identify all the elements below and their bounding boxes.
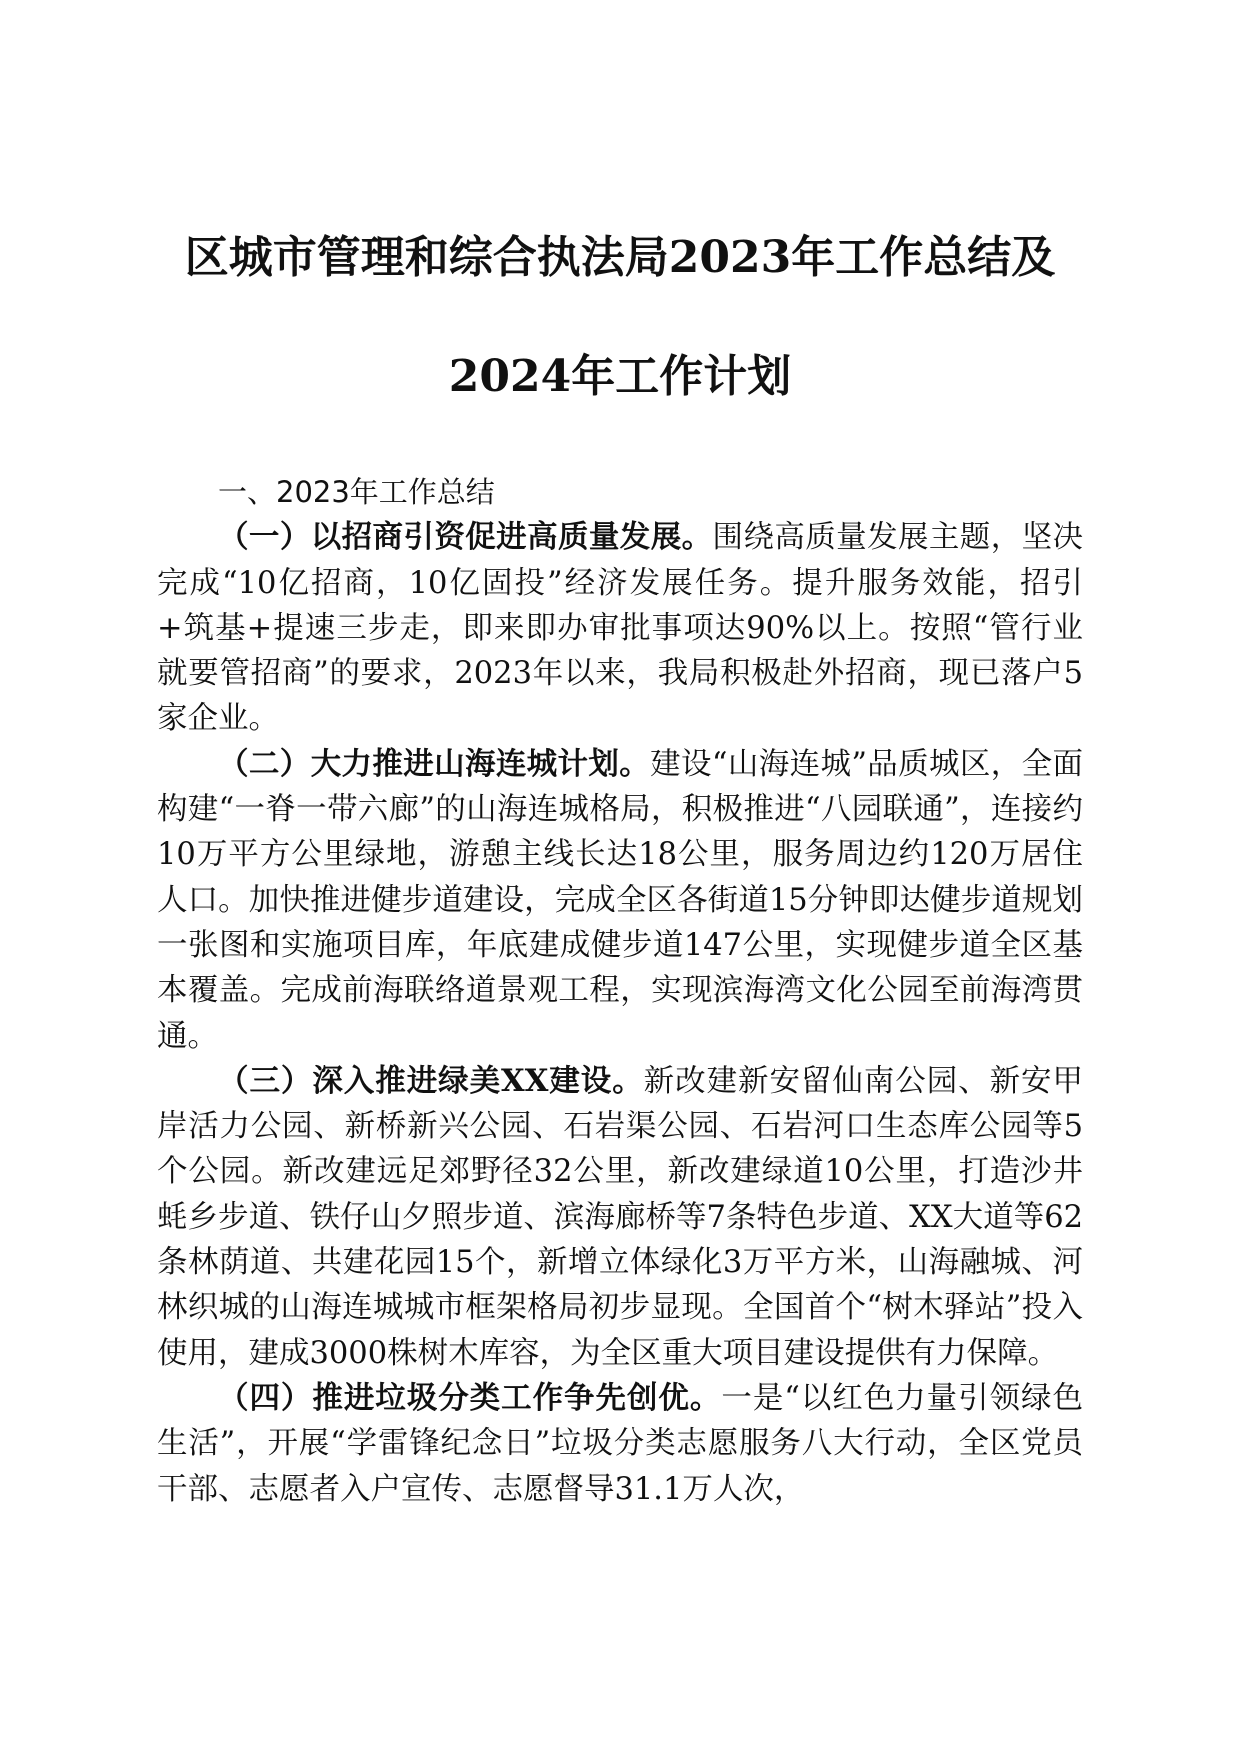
- document-title-line-1: 区城市管理和综合执法局2023年工作总结及: [184, 232, 1056, 283]
- paragraph-2-text: 建设“山海连城”品质城区，全面构建“一脊一带六廊”的山海连城格局，积极推进“八园联通”，连接约10万平方公里绿地，游憩主线长达18公里，服务周边约120万居住人口。加快推进健步道建设，完成全区各街道15分钟即达健步道规划一张图和实施项目库，年底建成健步道147公里，实现健步道全区基本覆盖。完成前海联络道景观工程，实现滨海湾文化公园至前海湾贯通。: [157, 746, 1083, 1054]
- paragraph-1-lead: （一）以招商引资促进高质量发展。: [218, 519, 713, 556]
- document-title-line-2: 2024年工作计划: [448, 351, 792, 402]
- paragraph-3: [157, 1059, 1083, 1376]
- document-body: [157, 470, 1083, 1512]
- paragraph-4-text: 一是“以红色力量引领绿色生活”，开展“学雷锋纪念日”垃圾分类志愿服务八大行动，全区党员干部、志愿者入户宣传、志愿督导31.1万人次，: [157, 1380, 1084, 1507]
- section-heading-text: 一、2023年工作总结: [218, 475, 495, 509]
- paragraph-4: [157, 1376, 1083, 1512]
- paragraph-1-text: 围绕高质量发展主题，坚决完成“10亿招商，10亿固投”经济发展任务。提升服务效能，招引+筑基+提速三步走，即来即办审批事项达90%以上。按照“管行业就要管招商”的要求，2023年以来，我局积极赴外招商，现已落户5家企业。: [157, 520, 1084, 737]
- paragraph-4-lead: （四）推进垃圾分类工作争先创优。: [218, 1379, 722, 1416]
- paragraph-3-lead: （三）深入推进绿美XX建设。: [218, 1062, 644, 1099]
- paragraph-1: [157, 515, 1083, 741]
- paragraph-2: [157, 742, 1083, 1059]
- paragraph-3-text: 新改建新安留仙南公园、新安甲岸活力公园、新桥新兴公园、石岩渠公园、石岩河口生态库公园等5个公园。新改建远足郊野径32公里，新改建绿道10公里，打造沙井蚝乡步道、铁仔山夕照步道、滨海廊桥等7条特色步道、XX大道等62条林荫道、共建花园15个，新增立体绿化3万平方米，山海融城、河林织城的山海连城城市框架格局初步显现。全国首个“树木驿站”投入使用，建成3000株树木库容，为全区重大项目建设提供有力保障。: [157, 1063, 1084, 1371]
- paragraph-2-lead: （二）大力推进山海连城计划。: [218, 745, 651, 782]
- section-heading: [157, 470, 1083, 515]
